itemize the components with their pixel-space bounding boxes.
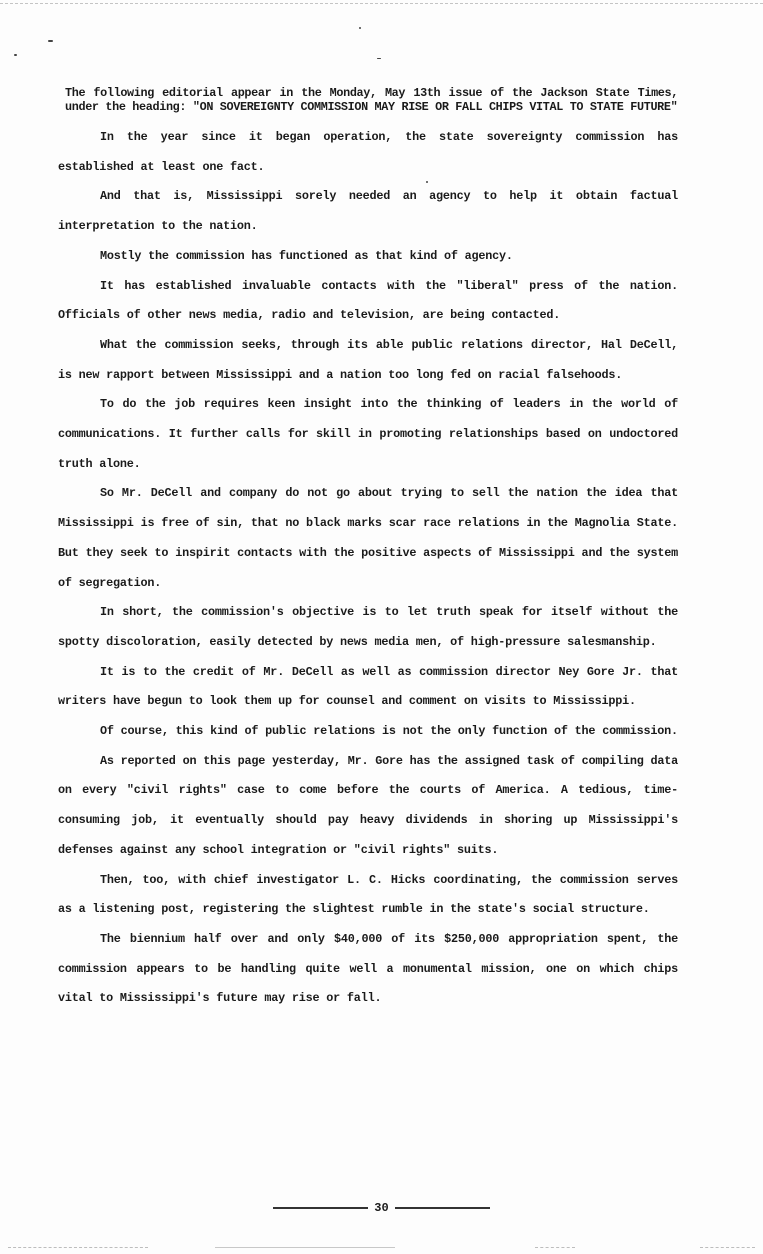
paragraph: Mostly the commission has functioned as that kind of agency.	[100, 248, 513, 263]
paragraph: What the commission seeks, through its able public relations director, Hal DeCell, is new rapport between Mississippi and a nation too long fed on racial falsehoods.	[58, 337, 678, 382]
scan-speck	[377, 58, 381, 59]
bottom-dashed-border	[700, 1247, 755, 1248]
paragraph: To do the job requires keen insight into the thinking of leaders in the world of communications. It further calls for skill in promoting relationships based on undoctored truth alone.	[58, 397, 678, 471]
right-rule	[395, 1207, 490, 1209]
scan-speck	[48, 40, 53, 42]
bottom-dashed-border	[215, 1247, 395, 1248]
paragraph: It has established invaluable contacts with the "liberal" press of the nation. Officials of other news media, radio and television, are being contacted.	[58, 278, 678, 323]
paragraph: Of course, this kind of public relations is not the only function of the commission.	[100, 724, 678, 739]
paragraph: So Mr. DeCell and company do not go about trying to sell the nation the idea that Mississippi is free of sin, that no black marks scar race relations in the Magnolia State. But they seek to inspirit contacts with the positive aspects of Mississippi and the system of segregation.	[58, 486, 678, 590]
paragraph: And that is, Mississippi sorely needed an agency to help it obtain factual interpretation to the nation.	[58, 189, 678, 234]
paragraph: It is to the credit of Mr. DeCell as well as commission director Ney Gore Jr. that writers have begun to look them up for counsel and comment on visits to Mississippi.	[58, 664, 678, 709]
paragraph: In short, the commission's objective is to let truth speak for itself without the spotty discoloration, easily detected by news media men, of high-pressure salesmanship.	[58, 605, 678, 649]
paragraph: As reported on this page yesterday, Mr. Gore has the assigned task of compiling data on every "civil rights" case to come before the courts of America. A tedious, time-consuming job, it eventually should pay heavy dividends in shoring up Mississippi's defenses against any school integration or "civil rights" suits.	[58, 753, 678, 857]
bottom-dashed-border	[8, 1247, 148, 1248]
editorial-heading: The following editorial appear in the Monday, May 13th issue of the Jackson State Times, under the heading: "ON SOVEREIGNTY COMMISSION MAY RISE OR FALL CHIPS VITAL TO STATE FUTURE"	[65, 86, 678, 114]
scan-speck	[359, 27, 361, 29]
scan-speck	[14, 54, 17, 56]
paragraph: The biennium half over and only $40,000 of its $250,000 appropriation spent, the commission appears to be handling quite well a monumental mission, one on which chips vital to Mississippi's future may rise or fall.	[58, 931, 678, 1006]
top-dashed-border	[0, 3, 763, 4]
left-rule	[273, 1207, 368, 1209]
page-number-line	[0, 1201, 763, 1215]
editorial-text	[58, 86, 678, 1014]
paragraph: Then, too, with chief investigator L. C. Hicks coordinating, the commission serves as a listening post, registering the slightest rumble in the state's social structure.	[58, 872, 678, 917]
bottom-dashed-border	[535, 1247, 575, 1248]
page-number: 30	[374, 1201, 389, 1215]
paragraph: In the year since it began operation, the state sovereignty commission has established at least one fact.	[58, 130, 678, 174]
